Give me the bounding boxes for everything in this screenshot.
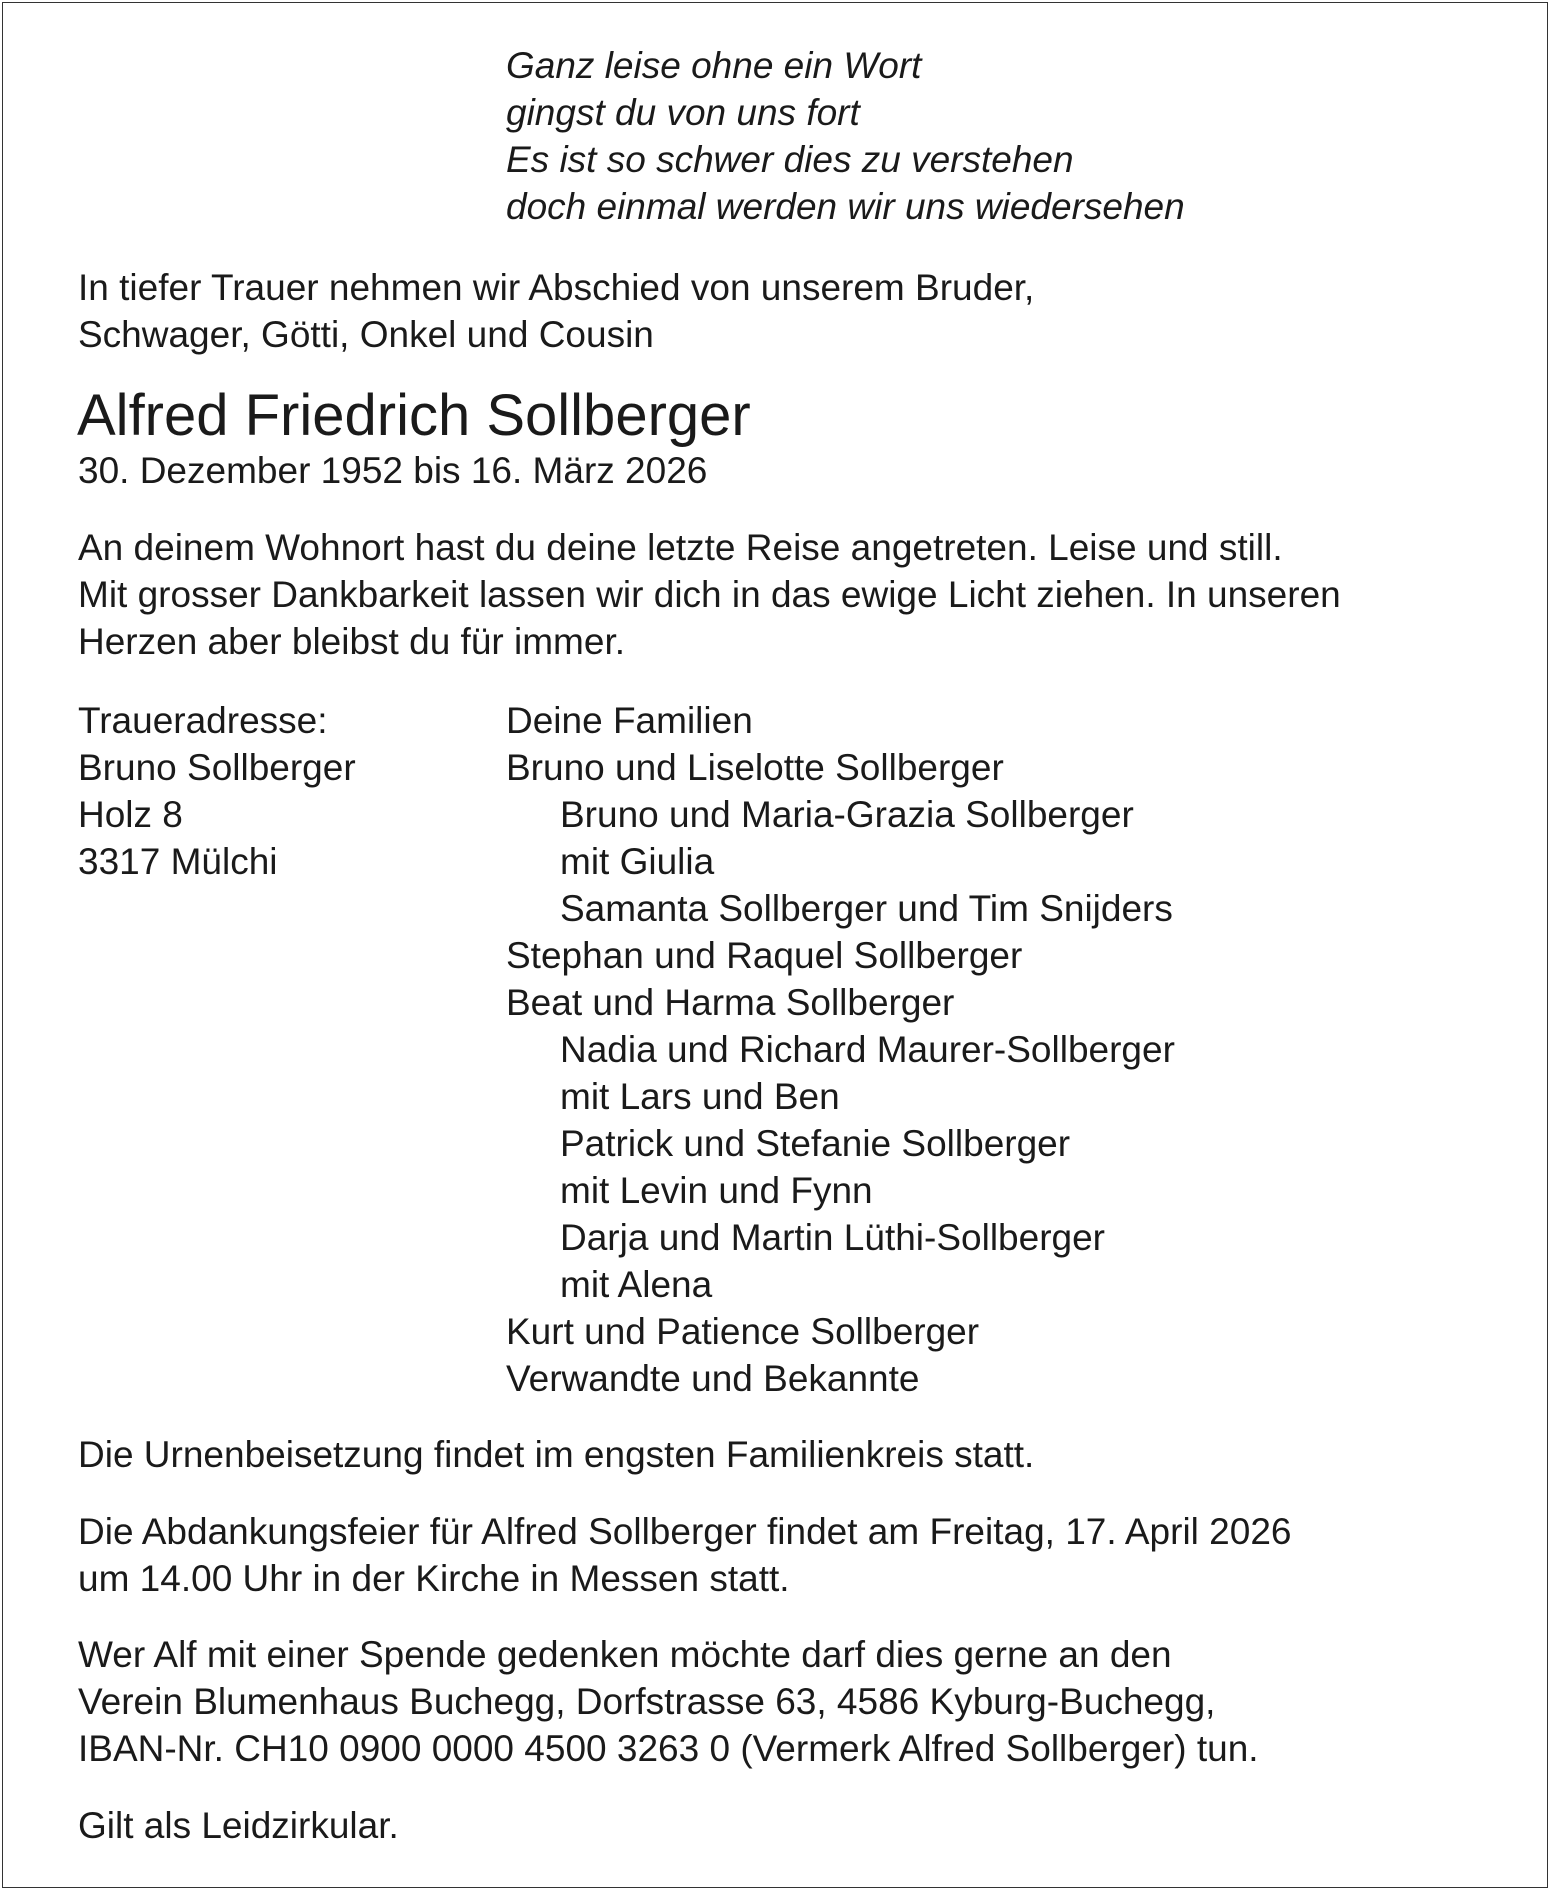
intro-line: In tiefer Trauer nehmen wir Abschied von unserem Bruder, — [78, 267, 1035, 308]
family-member-line: Deine Familien — [506, 700, 753, 741]
family-member-line: Beat und Harma Sollberger — [506, 982, 955, 1023]
family-member-line: Bruno und Maria-Grazia Sollberger — [560, 794, 1134, 835]
funeral-ceremony-note — [78, 1508, 1291, 1602]
deceased-name: Alfred Friedrich Sollberger — [77, 383, 751, 448]
poem-line: Es ist so schwer dies zu verstehen — [506, 139, 1074, 180]
message-line: Mit grosser Dankbarkeit lassen wir dich in das ewige Licht ziehen. In unseren — [78, 574, 1341, 615]
address-line: Holz 8 — [78, 794, 183, 835]
intro-line: Schwager, Götti, Onkel und Cousin — [78, 314, 654, 355]
donation-line: Verein Blumenhaus Buchegg, Dorfstrasse 63, 4586 Kyburg-Buchegg, — [78, 1681, 1216, 1722]
message-line: An deinem Wohnort hast du deine letzte Reise angetreten. Leise und still. — [78, 527, 1283, 568]
family-member-line: Verwandte und Bekannte — [506, 1358, 920, 1399]
urn-burial-note — [78, 1431, 1034, 1478]
family-member-line: Nadia und Richard Maurer-Sollberger — [560, 1029, 1175, 1070]
ceremony-line: um 14.00 Uhr in der Kirche in Messen statt. — [78, 1558, 790, 1599]
life-dates — [78, 447, 707, 494]
family-member-line: Samanta Sollberger und Tim Snijders — [560, 888, 1173, 929]
poem-line: Ganz leise ohne ein Wort — [506, 45, 922, 86]
family-member-line: Darja und Martin Lüthi-Sollberger — [560, 1217, 1105, 1258]
family-member-line: mit Lars und Ben — [560, 1076, 840, 1117]
mourning-address — [78, 697, 356, 885]
circular-line: Gilt als Leidzirkular. — [78, 1805, 399, 1846]
family-member-line: Stephan und Raquel Sollberger — [506, 935, 1023, 976]
donation-note — [78, 1631, 1259, 1772]
poem-line: doch einmal werden wir uns wiedersehen — [506, 186, 1185, 227]
donation-line: IBAN-Nr. CH10 0900 0000 4500 3263 0 (Vermerk Alfred Sollberger) tun. — [78, 1728, 1259, 1769]
family-list — [506, 697, 1175, 1402]
message-line: Herzen aber bleibst du für immer. — [78, 621, 626, 662]
poem — [506, 42, 1185, 230]
family-member-line: mit Alena — [560, 1264, 713, 1305]
family-member-line: Kurt und Patience Sollberger — [506, 1311, 980, 1352]
family-member-line: mit Giulia — [560, 841, 715, 882]
donation-line: Wer Alf mit einer Spende gedenken möchte darf dies gerne an den — [78, 1634, 1172, 1675]
life-dates-line: 30. Dezember 1952 bis 16. März 2026 — [78, 450, 708, 491]
family-member-line: mit Levin und Fynn — [560, 1170, 873, 1211]
poem-line: gingst du von uns fort — [506, 92, 860, 133]
intro-text — [78, 264, 1034, 358]
address-line: 3317 Mülchi — [78, 841, 278, 882]
farewell-message — [78, 524, 1341, 665]
circular-note — [78, 1802, 399, 1849]
address-line: Traueradresse: — [78, 700, 328, 741]
family-member-line: Bruno und Liselotte Sollberger — [506, 747, 1004, 788]
family-member-line: Patrick und Stefanie Sollberger — [560, 1123, 1071, 1164]
urn-line: Die Urnenbeisetzung findet im engsten Familienkreis statt. — [78, 1434, 1035, 1475]
address-line: Bruno Sollberger — [78, 747, 356, 788]
ceremony-line: Die Abdankungsfeier für Alfred Sollberger findet am Freitag, 17. April 2026 — [78, 1511, 1292, 1552]
